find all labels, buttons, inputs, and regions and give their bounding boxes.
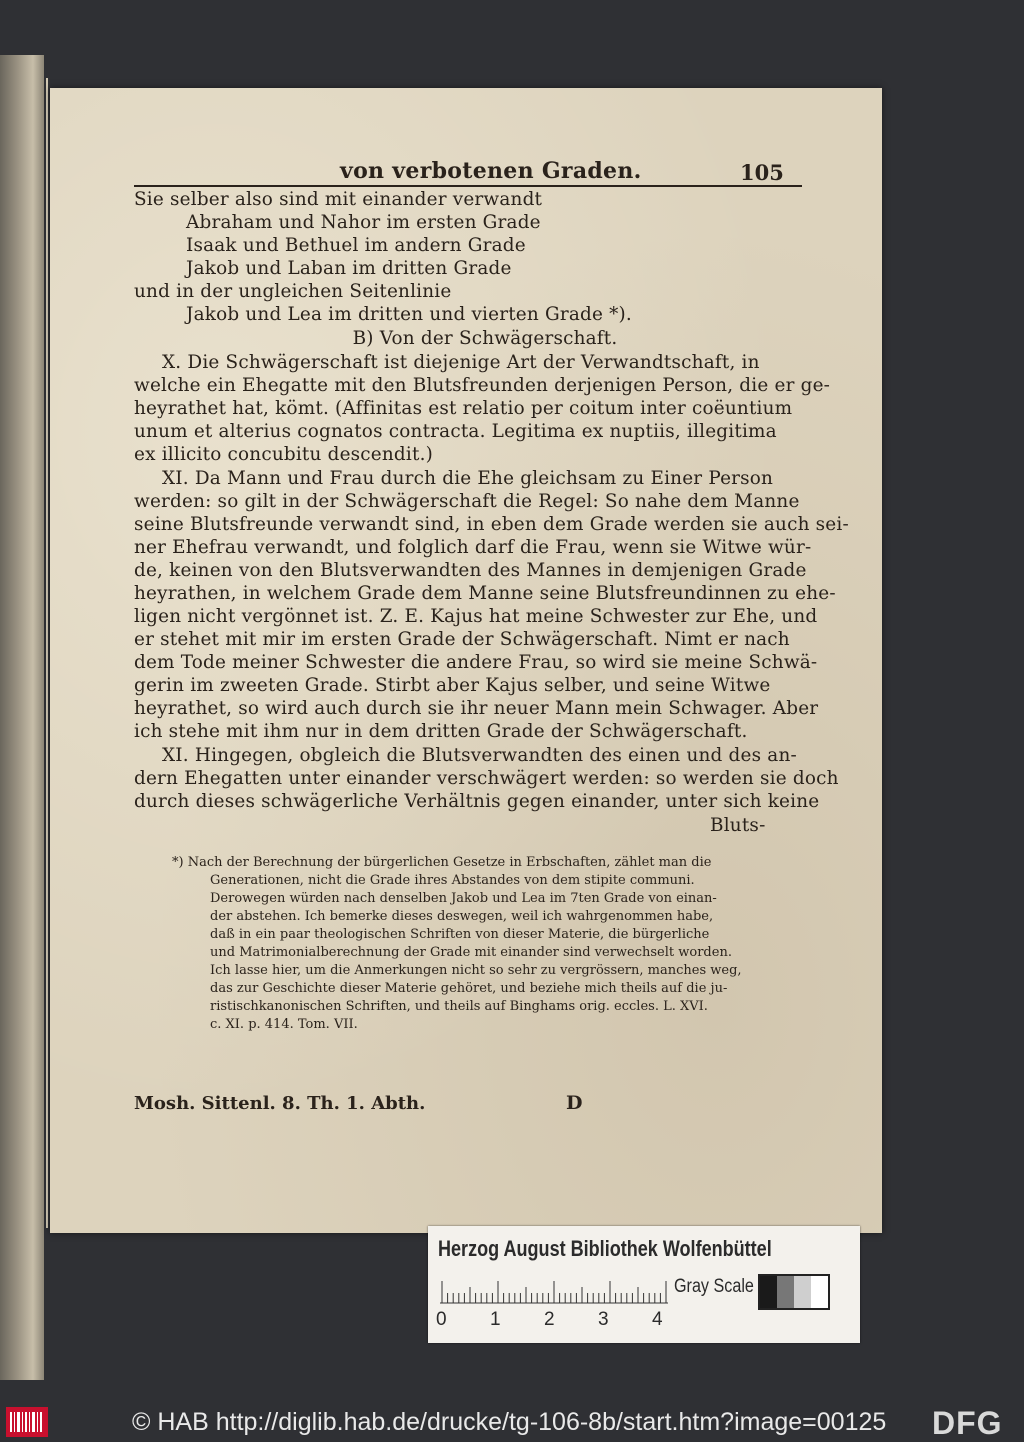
text-line: Jakob und Laban im dritten Grade [186, 258, 512, 279]
text-line: Jakob und Lea im dritten und vierten Grade *). [186, 304, 632, 325]
page-number: 105 [740, 160, 784, 185]
gray-swatch [794, 1276, 811, 1308]
text-line: ner Ehefrau verwandt, und folglich darf die Frau, wenn sie Witwe wür- [134, 537, 812, 558]
footnote-line: c. XI. p. 414. Tom. VII. [210, 1017, 358, 1032]
book-page [50, 88, 882, 1233]
text-line: ex illicito concubitu descendit.) [134, 444, 434, 465]
footnote-line: das zur Geschichte dieser Materie gehöret, und beziehe mich theils auf die ju- [210, 981, 728, 996]
text-line: ligen nicht vergönnet ist. Z. E. Kajus hat meine Schwester zur Ehe, und [134, 606, 818, 627]
text-line: Sie selber also sind mit einander verwandt [134, 189, 543, 210]
text-line: de, keinen von den Blutsverwandten des Mannes in demjenigen Grade [134, 560, 807, 581]
ruler-number: 4 [652, 1309, 663, 1330]
footnote-line: ristischkanonischen Schriften, und theils auf Binghams orig. eccles. L. XVI. [210, 999, 708, 1014]
text-line: unum et alterius cognatos contracta. Legitima ex nuptiis, illegitima [134, 421, 777, 442]
color-scale-card [428, 1226, 860, 1343]
text-line: ich stehe mit ihm nur in dem dritten Grade der Schwägerschaft. [134, 721, 748, 742]
gray-swatch [811, 1276, 828, 1308]
ruler-number: 3 [598, 1309, 609, 1330]
text-line: und in der ungleichen Seitenlinie [134, 281, 452, 302]
dfg-logo: DFG [932, 1405, 1003, 1441]
text-line: Abraham und Nahor im ersten Grade [186, 212, 541, 233]
ruler-number: 0 [436, 1309, 447, 1330]
text-line: welche ein Ehegatte mit den Blutsfreunden derjenigen Person, die er ge- [134, 375, 831, 396]
section-heading: B) Von der Schwägerschaft. [352, 328, 618, 349]
text-line: dem Tode meiner Schwester die andere Frau, so wird sie meine Schwä- [134, 652, 818, 673]
catchword: Bluts- [710, 815, 766, 836]
source-credit: © HAB http://diglib.hab.de/drucke/tg-106-8b/start.htm?image=00125 [132, 1408, 887, 1436]
gray-swatch [760, 1276, 777, 1308]
text-line: gerin im zweeten Grade. Stirbt aber Kajus selber, und seine Witwe [134, 675, 771, 696]
text-line: XI. Hingegen, obgleich die Blutsverwandten des einen und des an- [162, 745, 797, 766]
signature-letter: D [566, 1092, 583, 1114]
text-line: dern Ehegatten unter einander verschwägert werden: so werden sie doch [134, 768, 839, 789]
text-line: heyrathet, so wird auch durch sie ihr neuer Mann mein Schwager. Aber [134, 698, 819, 719]
ruler-number: 2 [544, 1309, 555, 1330]
text-line: seine Blutsfreunde verwandt sind, in eben dem Grade werden sie auch sei- [134, 514, 849, 535]
footnote-line: daß in ein paar theologischen Schriften von dieser Materie, die bürgerliche [210, 927, 710, 942]
footnote-line: Derowegen würden nach denselben Jakob und Lea im 7ten Grade von einan- [210, 891, 717, 906]
gray-swatch [777, 1276, 794, 1308]
text-line: werden: so gilt in der Schwägerschaft die Regel: So nahe dem Manne [134, 491, 800, 512]
footnote-line: und Matrimonialberechnung der Grade mit einander sind verwechselt worden. [210, 945, 732, 960]
gray-scale-label: Gray Scale [674, 1276, 754, 1297]
text-line: XI. Da Mann und Frau durch die Ehe gleichsam zu Einer Person [162, 468, 774, 489]
barcode-icon [6, 1405, 48, 1439]
text-line: er stehet mit mir im ersten Grade der Schwägerschaft. Nimt er nach [134, 629, 790, 650]
footer-bar [0, 1402, 1024, 1442]
text-line: Isaak und Bethuel im andern Grade [186, 235, 526, 256]
footnote-line: der abstehen. Ich bemerke dieses deswegen, weil ich wahrgenommen habe, [210, 909, 714, 924]
footnote-line: Ich lasse hier, um die Anmerkungen nicht so sehr zu vergrössern, manches weg, [210, 963, 742, 978]
book-edge [0, 55, 44, 1380]
text-line: X. Die Schwägerschaft ist diejenige Art der Verwandtschaft, in [162, 352, 760, 373]
footnote-line: *) Nach der Berechnung der bürgerlichen Gesetze in Erbschaften, zählet man die [172, 855, 712, 870]
footnote-line: Generationen, nicht die Grade ihres Abstandes von dem stipite communi. [210, 873, 695, 888]
printer-signature: Mosh. Sittenl. 8. Th. 1. Abth. [134, 1093, 426, 1114]
text-line: heyrathen, in welchem Grade dem Manne seine Blutsfreundinnen zu ehe- [134, 583, 836, 604]
ruler-number: 1 [490, 1309, 501, 1330]
header-rule [134, 185, 802, 187]
library-name: Herzog August Bibliothek Wolfenbüttel [438, 1236, 772, 1261]
text-line: durch dieses schwägerliche Verhältnis gegen einander, unter sich keine [134, 791, 820, 812]
gray-scale-swatches [758, 1274, 830, 1310]
page-edge-line [46, 78, 48, 1228]
text-line: heyrathet hat, kömt. (Affinitas est relatio per coitum inter coëuntium [134, 398, 793, 419]
running-title: von verbotenen Graden. [340, 158, 642, 184]
ruler [440, 1276, 668, 1304]
